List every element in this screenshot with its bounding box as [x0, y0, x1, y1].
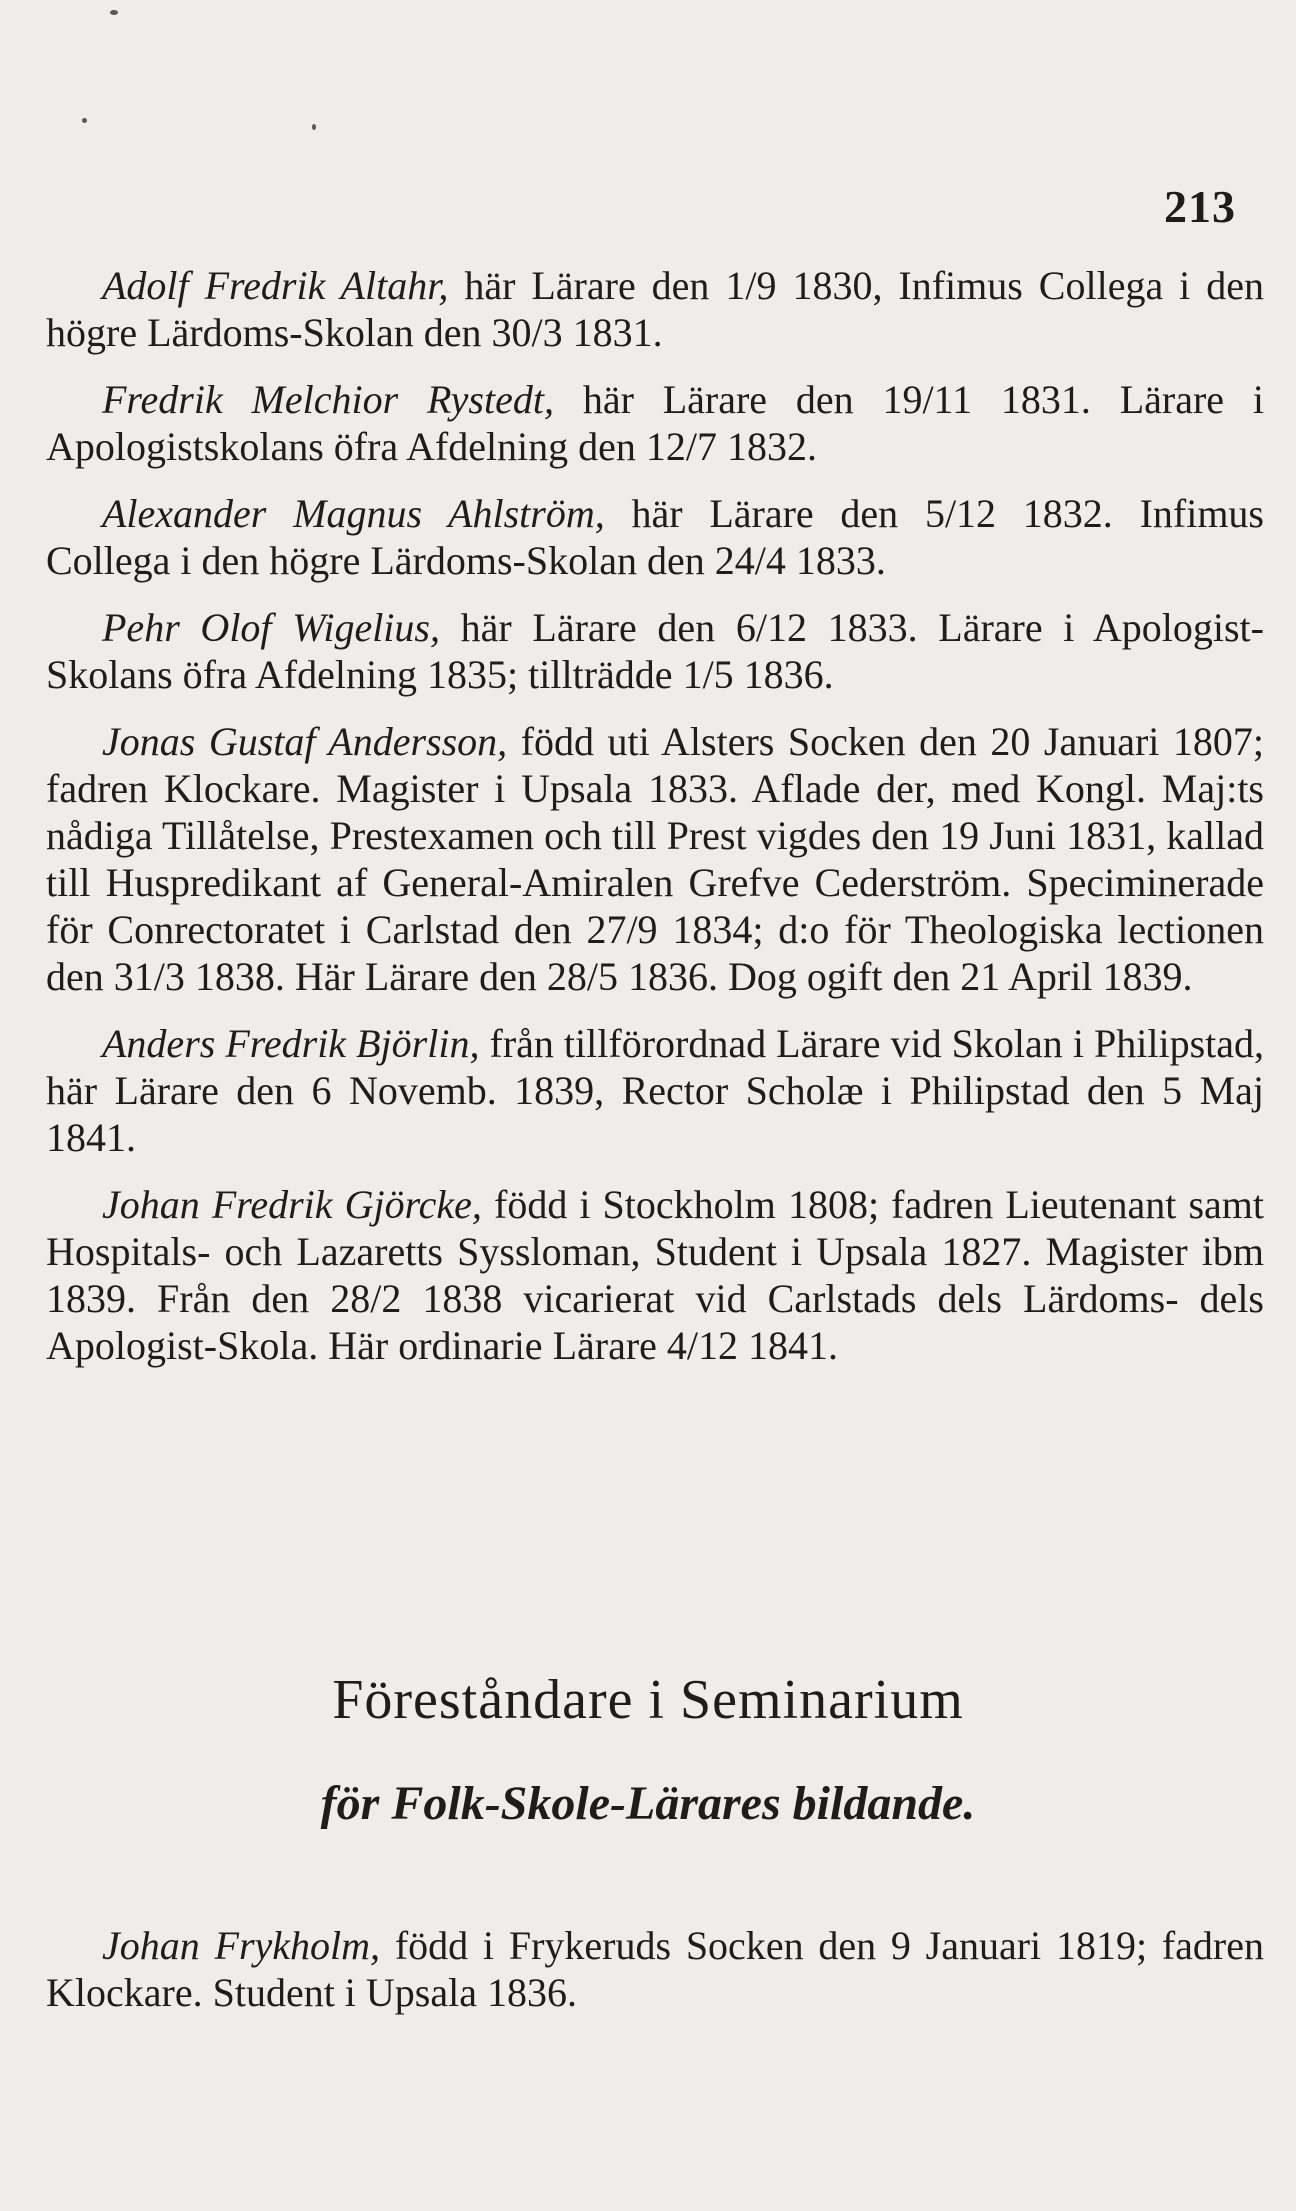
entry-name: Pehr Olof Wigelius,	[102, 605, 440, 650]
entry-name: Alexander Magnus Ahlström,	[102, 491, 605, 536]
page-number: 213	[1164, 181, 1236, 232]
entry	[46, 262, 1264, 356]
entry-name: Jonas Gustaf Andersson,	[102, 719, 508, 764]
entry-text: född uti Alsters Socken den 20 Januari 1807; fadren Klockare. Magister i Upsala 1833. Aflade der, med Kongl. Maj:ts nådiga Tillåtelse, Prestexamen och till Prest vigdes den 19 Juni 1831, kallad till Huspredikant af General-Amiralen Grefve Cederström. Specimineradе för Conrectoratet i Carlstad den 27/9 1834; d:o för Theologiska lectionen den 31/3 1838. Här Lärare den 28/5 1836. Dog ogift den 21 April 1839.	[46, 719, 1264, 999]
entry	[46, 376, 1264, 470]
entry-text: här Lärare den 5/12 1832. Infimus Collega i den högre Lärdoms-Skolan den 24/4 1833.	[46, 491, 1264, 583]
ink-speck	[312, 124, 316, 130]
entry-name: Johan Frykholm,	[102, 1923, 381, 1968]
entry-text: här Lärare den 6/12 1833. Lärare i Apologist-Skolans öfra Afdelning 1835; tillträdde 1/5 1836.	[46, 605, 1264, 697]
ink-speck	[82, 118, 87, 123]
section-heading: Föreståndare i Seminarium	[332, 1669, 964, 1731]
entry-name: Johan Fredrik Gjörcke,	[102, 1182, 482, 1227]
staff-entries	[46, 262, 1264, 1389]
entry	[46, 1181, 1264, 1369]
entry-text: född i Frykeruds Socken den 9 Januari 1819; fadren Klockare. Student i Upsala 1836.	[46, 1923, 1264, 2015]
entry-text: här Lärare den 19/11 1831. Lärare i Apologistskolans öfra Afdelning den 12/7 1832.	[46, 377, 1264, 469]
ink-speck	[110, 10, 118, 15]
entry-text: född i Stockholm 1808; fadren Lieutenant samt Hospitals- och Lazaretts Syssloman, Student i Upsala 1827. Magister ibm 1839. Från den 28/2 1838 vicarierat vid Carlstads dels Lärdoms- dels Apologist-Skola. Här ordinarie Lärare 4/12 1841.	[46, 1182, 1264, 1368]
entry	[46, 490, 1264, 584]
section-subheading: för Folk-Skole-Lärares bildande.	[320, 1777, 976, 1830]
entry-name: Fredrik Melchior Rystedt,	[102, 377, 554, 422]
entry	[46, 1020, 1264, 1161]
entry-name: Anders Fredrik Björlin,	[102, 1021, 480, 1066]
entry-name: Adolf Fredrik Altahr,	[102, 263, 449, 308]
entry	[46, 604, 1264, 698]
entry	[46, 718, 1264, 1000]
entry-text: från tillförordnad Lärare vid Skolan i Philipstad, här Lärare den 6 Novemb. 1839, Rector Scholæ i Philipstad den 5 Maj 1841.	[46, 1021, 1264, 1160]
entry-text: här Lärare den 1/9 1830, Infimus Collega i den högre Lärdoms-Skolan den 30/3 1831.	[46, 263, 1265, 355]
entry	[46, 1922, 1264, 2016]
